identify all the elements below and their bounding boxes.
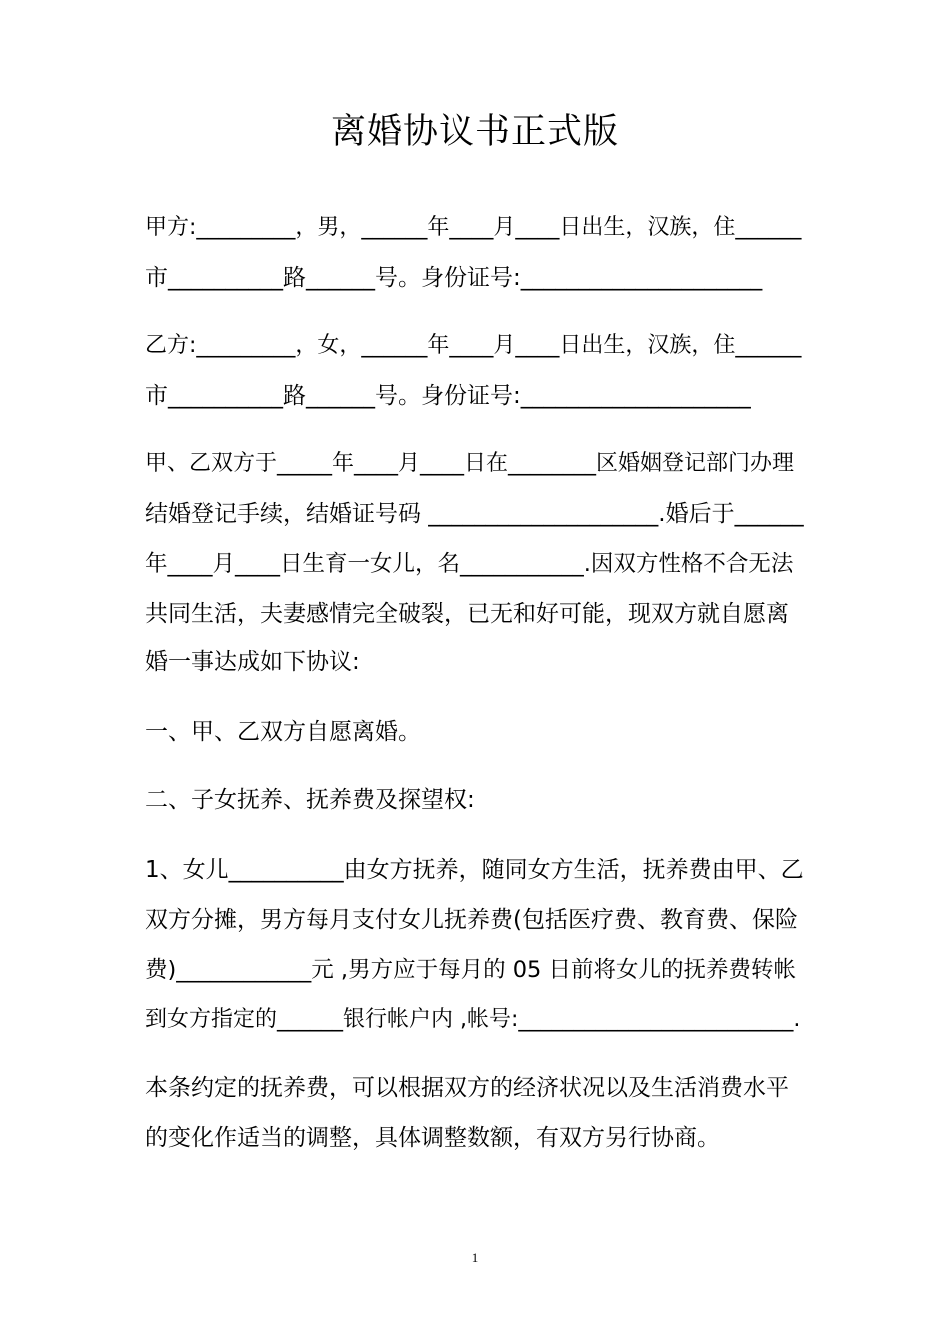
clause-2-heading: 二、子女抚养、抚养费及探望权: (145, 787, 475, 813)
adjustment-line-1: 本条约定的抚养费，可以根据双方的经济状况以及生活消费水平 (145, 1075, 789, 1101)
preamble-line-4: 共同生活，夫妻感情完全破裂，已无和好可能，现双方就自愿离 (145, 601, 789, 627)
clause-2-1-line-2: 双方分摊，男方每月支付女儿抚养费(包括医疗费、教育费、保险 (145, 907, 798, 933)
clause-1: 一、甲、乙双方自愿离婚。 (145, 719, 421, 745)
preamble-line-1: 甲、乙双方于_____年____月____日在________区婚姻登记部门办理 (145, 451, 795, 476)
page-number: 1 (471, 1250, 479, 1265)
preamble-line-2: 结婚登记手续，结婚证号码 ____________________.婚后于______ (145, 501, 804, 527)
party-b-line-1: 乙方:_________，女，______年____月____日出生，汉族，住______ (145, 333, 802, 358)
clause-2-1-line-4: 到女方指定的______银行帐户内 ,帐号:_________________________. (145, 1007, 801, 1032)
clause-2-1-line-1: 1、女儿__________由女方抚养，随同女方生活，抚养费由甲、乙 (145, 857, 804, 883)
party-b-line-2: 市__________路______号。身份证号:____________________ (145, 383, 751, 409)
clause-2-1-line-3: 费)____________元 ,男方应于每月的 05 日前将女儿的抚养费转帐 (145, 957, 797, 983)
document-title: 离婚协议书正式版 (330, 112, 619, 152)
party-a-line-2: 市__________路______号。身份证号:_____________________ (145, 265, 763, 291)
preamble-line-5: 婚一事达成如下协议: (145, 649, 360, 675)
party-a-line-1: 甲方:_________，男，______年____月____日出生，汉族，住______ (145, 215, 802, 240)
preamble-line-3: 年____月____日生育一女儿，名___________.因双方性格不合无法 (145, 551, 794, 577)
adjustment-line-2: 的变化作适当的调整，具体调整数额，有双方另行协商。 (145, 1125, 720, 1151)
